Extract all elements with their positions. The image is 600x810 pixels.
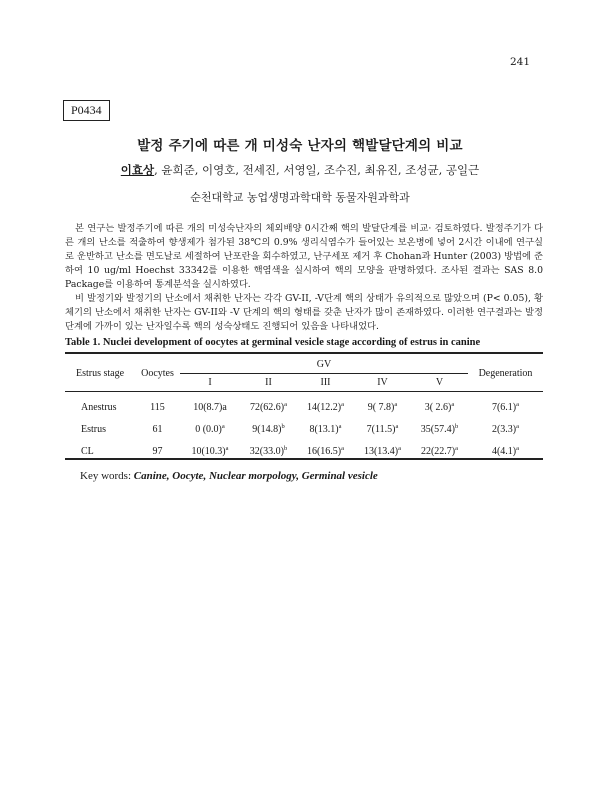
- table-cell: 9( 7.8)$^a$: [367, 401, 398, 413]
- author-list: [0, 162, 600, 178]
- table-cell: $7(11.5)^a$: [366, 423, 399, 435]
- results-table: [65, 354, 543, 462]
- abstract-code-box: P0434: [63, 100, 110, 121]
- table-caption: Table 1. Nuclei development of oocytes at germinal vesicle stage according of estrus in canine: [65, 337, 481, 348]
- row-oocytes: 115: [150, 401, 165, 413]
- table-cell: $4(4.1)^a$: [491, 445, 520, 457]
- row-oocytes: 61: [152, 423, 163, 435]
- col-header-gv-ii: II: [265, 377, 272, 388]
- keywords-line: [80, 470, 378, 482]
- table-cell: $2(3.3)^a$: [491, 423, 520, 435]
- abstract-body: [65, 222, 543, 334]
- col-header-gv: GV: [180, 354, 468, 374]
- abstract-paragraph: 본 연구는 발정주기에 따른 개의 미성숙난자의 체외배양 0시간째 핵의 발달단계를 비교· 검토하였다. 발정주기가 다른 개의 난소를 적출하여 향생제가 첨가된 38℃의 0.9% 생리식염수가 들어있는 보온병에 넣어 2시간 이내에 연구실로 운반하고 난소를 면도날로 세절하여 난포란을 회수하였고, 난구세포 제거 후 Chohan과 Hunter (2003) 방법에 준하여 10 ug/ml Hoechst 33342를 이용한 핵염색을 실시하여 핵의 모양을 판명하였다. 조사된 결과는 SAS 8.0 Package를 이용하여 통계분석을 실시하였다.: [65, 223, 543, 290]
- table-cell: $16(16.5)^a$: [306, 445, 345, 457]
- col-header-estrus-stage: Estrus stage: [75, 368, 125, 379]
- table-cell: $22(22.7)^a$: [420, 445, 459, 457]
- col-header-degeneration: Degeneration: [478, 368, 533, 379]
- table-cell: $8(13.1)^a$: [309, 423, 342, 435]
- col-header-gv-v: V: [435, 377, 444, 388]
- table-cell: 3( 2.6)$^a$: [424, 401, 455, 413]
- table-cell: $9(14.8)^b$: [252, 423, 285, 435]
- row-oocytes: 97: [152, 445, 163, 457]
- coauthors: , 윤희준, 이영호, 전세진, 서영일, 조수진, 최유진, 조성균, 공일근: [154, 163, 480, 177]
- col-header-gv-i: I: [208, 377, 212, 388]
- table-cell: 10(8.7)a: [193, 402, 227, 413]
- row-stage: Anestrus: [81, 401, 117, 413]
- table-cell: $72(62.6)^a$: [249, 401, 288, 413]
- table-bottom-rule: [65, 458, 543, 460]
- table-cell: 0 $(0.0)^a$: [195, 423, 225, 435]
- row-stage: Estrus: [81, 423, 106, 435]
- page-number: 241: [509, 56, 530, 68]
- table-cell: $7(6.1)^a$: [491, 401, 520, 413]
- col-header-gv-iii: III: [320, 377, 331, 388]
- table-cell: $35(57.4)^b$: [420, 423, 459, 435]
- table-cell: $32(33.0)^b$: [249, 445, 288, 457]
- table-row: [65, 396, 543, 418]
- keywords-list: Canine, Oocyte, Nuclear morpology, Germinal vesicle: [133, 470, 378, 482]
- keywords-label: Key words:: [80, 470, 132, 482]
- presenting-author: 이효상: [120, 163, 155, 177]
- abstract-paragraph: 비 발정기와 발정기의 난소에서 채취한 난자는 각각 GV-II, -V단계 핵의 상태가 유의적으로 많았으며 (P< 0.05), 황체기의 난소에서 채취한 난자는 GV-II와 -V 단계의 핵의 형태를 갖춘 난자가 많이 존재하였다. 이러한 연구결과는 발정단계에 가까이 있는 난자일수록 핵의 성숙상태도 진행되어 있음을 나타내었다.: [65, 293, 543, 332]
- table-row: [65, 418, 543, 440]
- table-cell: $13(13.4)^a$: [363, 445, 402, 457]
- table-cell: $14(12.2)^a$: [306, 401, 345, 413]
- table-cell: $10(10.3)^a$: [191, 445, 229, 457]
- paper-title: 발정 주기에 따른 개 미성숙 난자의 핵발달단계의 비교: [137, 138, 463, 154]
- affiliation: 순천대학교 농업생명과학대학 동물자원과학과: [190, 191, 410, 204]
- row-stage: CL: [81, 445, 94, 457]
- col-header-gv-iv: IV: [377, 377, 388, 388]
- col-header-oocytes: Oocytes: [141, 368, 174, 379]
